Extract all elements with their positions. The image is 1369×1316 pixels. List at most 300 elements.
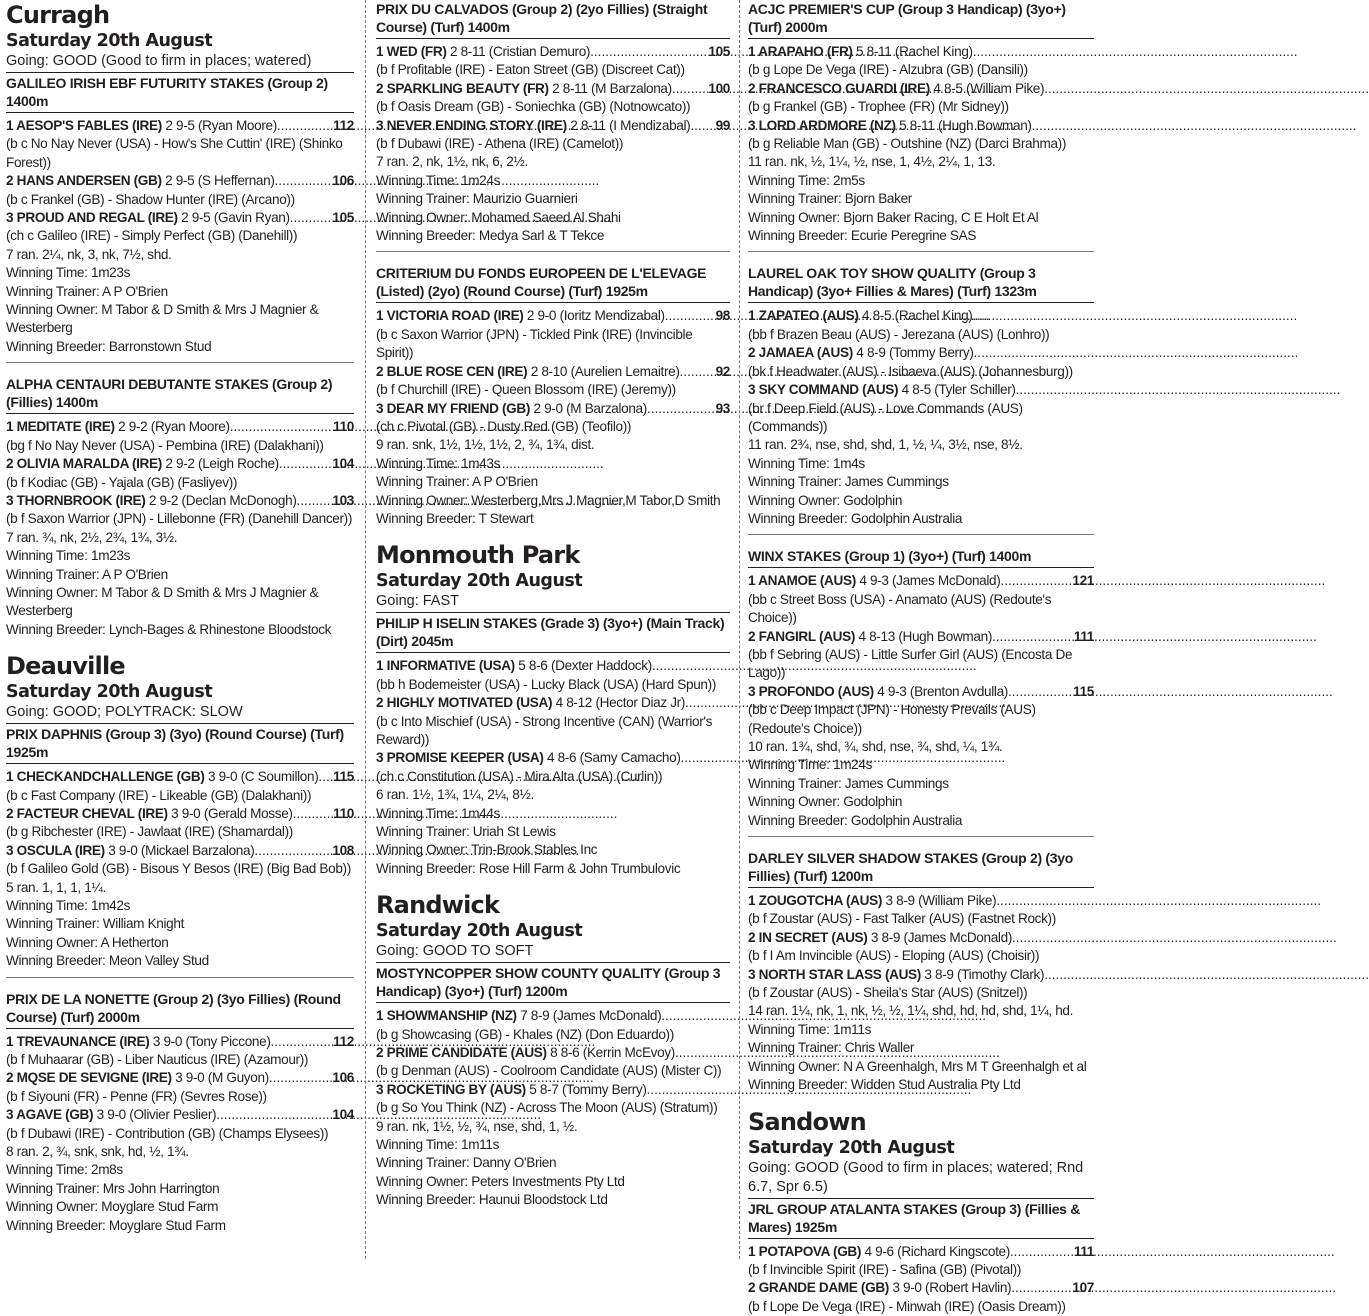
- race-margins: 11 ran. 2¾, nse, shd, shd, 1, ½, ¼, 3½, nse, 8½.: [748, 436, 1094, 454]
- breeding-line: (b g Denman (AUS) - Coolroom Candidate (AUS) (Mister C)): [376, 1062, 730, 1080]
- race-margins: 7 ran. ¾, nk, 2½, 2¾, 1¾, 3½.: [6, 529, 354, 547]
- runner-details: 4 9-3 (James McDonald): [856, 573, 1001, 588]
- leader-dots: [1008, 683, 1073, 701]
- race-breeder: Winning Breeder: Barronstown Stud: [6, 338, 354, 356]
- runner-line: [748, 572, 1094, 590]
- runner-details: 4 8-6 (Samy Camacho): [544, 750, 681, 765]
- horse-name: 1 ZOUGOTCHA (AUS): [748, 893, 882, 908]
- race-time: Winning Time: 1m42s: [6, 897, 354, 915]
- runner-details: 2 9-2 (Ryan Moore): [115, 419, 230, 434]
- runner-text: [376, 694, 685, 712]
- horse-name: 2 FRANCESCO GUARDI (IRE): [748, 81, 930, 96]
- rating: 100: [708, 80, 730, 98]
- race-time: Winning Time: 1m23s: [6, 547, 354, 565]
- horse-name: 2 PRIME CANDIDATE (AUS): [376, 1045, 547, 1060]
- race-breeder: Winning Breeder: Medya Sarl & T Tekce: [376, 227, 730, 245]
- runner-details: 2 8-10 (Aurelien Lemaitre): [527, 364, 679, 379]
- rating: 112: [333, 1033, 354, 1051]
- breeding-line: (b f Saxon Warrior (JPN) - Lillebonne (FR) (Danehill Dancer)): [6, 510, 354, 528]
- race-title: GALILEO IRISH EBF FUTURITY STAKES (Group 2) 1400m: [6, 74, 354, 113]
- race-result: [6, 990, 354, 1235]
- breeding-line: (b g Ribchester (IRE) - Jawlaat (IRE) (Shamardal)): [6, 823, 354, 841]
- column-2: [370, 0, 738, 1259]
- runner-text: [748, 80, 1044, 98]
- horse-name: 3 ROCKETING BY (AUS): [376, 1082, 526, 1097]
- breeding-line: (bb c Deep Impact (JPN) - Honesty Prevails (AUS) (Redoute's Choice)): [748, 701, 1094, 738]
- runner-details: 3 9-0 (M Guyon): [172, 1070, 269, 1085]
- breeding-line: (b f Oasis Dream (GB) - Soniechka (GB) (Notnowcato)): [376, 98, 730, 116]
- meeting-date: Saturday 20th August: [376, 920, 730, 942]
- breeding-line: (b f Dubawi (IRE) - Athena (IRE) (Camelot)): [376, 135, 730, 153]
- rating: 108: [332, 842, 354, 860]
- runner-text: [6, 209, 290, 227]
- column-1: [0, 0, 362, 1259]
- runner-text: [6, 768, 318, 786]
- leader-dots: [665, 307, 716, 325]
- runner-line: [376, 43, 730, 61]
- runner-text: [376, 307, 665, 325]
- runner-line: [6, 1106, 354, 1124]
- rating: 121: [1072, 572, 1094, 590]
- breeding-line: (b g Frankel (GB) - Trophee (FR) (Mr Sidney)): [748, 98, 1094, 116]
- leader-dots: [973, 43, 1094, 61]
- going-text: Going: GOOD (Good to firm in places; watered): [6, 52, 354, 73]
- breeding-line: (bb h Bodemeister (USA) - Lucky Black (USA) (Hard Spun)): [376, 676, 730, 694]
- runner-line: [748, 117, 1094, 135]
- runner-text: [748, 344, 974, 362]
- race-margins: 7 ran. 2¼, nk, 3, nk, 7½, shd.: [6, 246, 354, 264]
- runner-text: [6, 172, 275, 190]
- leader-dots: [216, 1106, 332, 1124]
- breeding-line: (b f Zoustar (AUS) - Sheila's Star (AUS) (Snitzel)): [748, 984, 1094, 1002]
- race-title: PRIX DE LA NONETTE (Group 2) (3yo Fillies) (Round Course) (Turf) 2000m: [6, 990, 354, 1029]
- runner-text: [748, 307, 972, 325]
- race-breeder: Winning Breeder: Godolphin Australia: [748, 510, 1094, 528]
- race-result: [376, 0, 730, 252]
- breeding-line: (b c Saxon Warrior (JPN) - Tickled Pink (IRE) (Invincible Spirit)): [376, 326, 730, 363]
- race-margins: 8 ran. 2, ¾, snk, snk, hd, ½, 1¾.: [6, 1143, 354, 1161]
- horse-name: 1 ZAPATEO (AUS): [748, 308, 859, 323]
- runner-line: [376, 117, 730, 135]
- horse-name: 3 THORNBROOK (IRE): [6, 493, 145, 508]
- runner-line: [748, 1243, 1094, 1261]
- horse-name: 3 AGAVE (GB): [6, 1107, 93, 1122]
- venue-title: Sandown: [748, 1107, 1094, 1137]
- runner-text: [376, 43, 590, 61]
- rating: 99: [716, 117, 730, 135]
- column-3: [742, 0, 1100, 1259]
- leader-dots: [681, 749, 731, 767]
- race-title: ALPHA CENTAURI DEBUTANTE STAKES (Group 2) (Fillies) 1400m: [6, 375, 354, 414]
- race-time: Winning Time: 1m23s: [6, 264, 354, 282]
- runner-line: [6, 492, 354, 510]
- leader-dots: [647, 400, 716, 418]
- race-result: [6, 725, 354, 977]
- horse-name: 3 PROFONDO (AUS): [748, 684, 874, 699]
- breeding-line: (bb f Brazen Beau (AUS) - Jerezana (AUS) (Lonhro)): [748, 326, 1094, 344]
- leader-dots: [590, 43, 708, 61]
- horse-name: 1 ARAPAHO (FR): [748, 44, 853, 59]
- leader-dots: [230, 418, 333, 436]
- leader-dots: [1032, 117, 1094, 135]
- runner-line: [6, 172, 354, 190]
- runner-details: 3 8-9 (William Pike): [882, 893, 996, 908]
- runner-text: [6, 117, 277, 135]
- race-margins: 10 ran. 1¾, shd, ¾, shd, nse, ¾, shd, ¼, 1¾.: [748, 738, 1094, 756]
- breeding-line: (b f Profitable (IRE) - Eaton Street (GB) (Discreet Cat)): [376, 61, 730, 79]
- leader-dots: [972, 307, 1094, 325]
- race-time: Winning Time: 1m4s: [748, 455, 1094, 473]
- breeding-line: (ch c Pivotal (GB) - Dusty Red (GB) (Teofilo)): [376, 418, 730, 436]
- breeding-line: (b f Churchill (IRE) - Queen Blossom (IRE) (Jeremy)): [376, 381, 730, 399]
- rating: 106: [332, 1069, 354, 1087]
- horse-name: 3 SKY COMMAND (AUS): [748, 382, 898, 397]
- rating: 111: [1074, 628, 1094, 646]
- race-result: [376, 614, 730, 878]
- race-title: ACJC PREMIER'S CUP (Group 3 Handicap) (3yo+) (Turf) 2000m: [748, 0, 1094, 39]
- runner-text: [376, 1007, 661, 1025]
- race-margins: 11 ran. nk, ½, 1¼, ½, nse, 1, 4½, 2¼, 1, 13.: [748, 153, 1094, 171]
- rating: 92: [716, 363, 730, 381]
- leader-dots: [293, 805, 334, 823]
- race-result: [6, 375, 354, 639]
- runner-text: [376, 117, 690, 135]
- runner-details: 3 9-0 (Gerald Mosse): [168, 806, 293, 821]
- meeting-date: Saturday 20th August: [748, 1137, 1094, 1159]
- race-title: WINX STAKES (Group 1) (3yo+) (Turf) 1400m: [748, 547, 1094, 568]
- runner-details: 4 8-12 (Hector Diaz Jr): [552, 695, 685, 710]
- runner-details: 5 8-7 (Tommy Berry): [526, 1082, 647, 1097]
- runner-line: [748, 80, 1094, 98]
- breeding-line: (b f Galileo Gold (GB) - Bisous Y Besos (IRE) (Big Bad Bob)): [6, 860, 354, 878]
- race-owner: Winning Owner: M Tabor & D Smith & Mrs J Magnier & Westerberg: [6, 584, 354, 621]
- rating: 104: [332, 1106, 354, 1124]
- horse-name: 3 LORD ARDMORE (NZ): [748, 118, 896, 133]
- breeding-line: (b c Frankel (GB) - Shadow Hunter (IRE) (Arcano)): [6, 191, 354, 209]
- runner-text: [376, 1044, 675, 1062]
- runner-text: [376, 657, 652, 675]
- venue-title: Deauville: [6, 651, 354, 681]
- leader-dots: [652, 657, 730, 675]
- race-result: [748, 1200, 1094, 1316]
- horse-name: 1 ANAMOE (AUS): [748, 573, 856, 588]
- runner-details: 2 8-11 (Cristian Demuro): [447, 44, 591, 59]
- horse-name: 3 DEAR MY FRIEND (GB): [376, 401, 530, 416]
- venue-title: Monmouth Park: [376, 540, 730, 570]
- race-margins: 5 ran. 1, 1, 1, 1¼.: [6, 879, 354, 897]
- runner-details: 2 8-11 (I Mendizabal): [567, 118, 691, 133]
- race-owner: Winning Owner: Moyglare Stud Farm: [6, 1198, 354, 1216]
- runner-text: [748, 892, 996, 910]
- leader-dots: [1011, 1279, 1072, 1297]
- runner-line: [376, 1007, 730, 1025]
- horse-name: 1 MEDITATE (IRE): [6, 419, 115, 434]
- leader-dots: [290, 209, 333, 227]
- runner-details: 8 8-6 (Kerrin McEvoy): [547, 1045, 675, 1060]
- breeding-line: (b g Reliable Man (GB) - Outshine (NZ) (Darci Brahma)): [748, 135, 1094, 153]
- runner-line: [748, 628, 1094, 646]
- horse-name: 3 PROUD AND REGAL (IRE): [6, 210, 178, 225]
- runner-details: 3 8-9 (Timothy Clark): [921, 967, 1044, 982]
- runner-text: [748, 628, 992, 646]
- race-result: [748, 849, 1094, 1094]
- race-title: PRIX DU CALVADOS (Group 2) (2yo Fillies) (Straight Course) (Turf) 1400m: [376, 0, 730, 39]
- race-breeder: Winning Breeder: Lynch-Bages & Rhinestone Bloodstock: [6, 621, 354, 639]
- race-time: Winning Time: 2m5s: [748, 172, 1094, 190]
- race-owner: Winning Owner: Bjorn Baker Racing, C E Holt Et Al: [748, 209, 1094, 227]
- runner-details: 4 8-13 (Hugh Bowman): [855, 629, 992, 644]
- horse-name: 2 BLUE ROSE CEN (IRE): [376, 364, 527, 379]
- runner-details: 2 9-5 (S Heffernan): [162, 173, 275, 188]
- runner-text: [376, 363, 680, 381]
- runner-line: [6, 1069, 354, 1087]
- horse-name: 1 VICTORIA ROAD (IRE): [376, 308, 523, 323]
- leader-dots: [690, 117, 715, 135]
- rating: 110: [333, 418, 354, 436]
- rating: 98: [716, 307, 730, 325]
- horse-name: 2 HANS ANDERSEN (GB): [6, 173, 162, 188]
- race-time: Winning Time: 1m44s: [376, 805, 730, 823]
- column-divider: [739, 0, 740, 1259]
- race-title: DARLEY SILVER SHADOW STAKES (Group 2) (3yo Fillies) (Turf) 1200m: [748, 849, 1094, 888]
- runner-details: 3 9-0 (C Soumillon): [205, 769, 319, 784]
- runner-text: [6, 1033, 271, 1051]
- runner-details: 4 8-5 (William Pike): [930, 81, 1044, 96]
- rating: 105: [708, 43, 730, 61]
- rating: 106: [332, 172, 354, 190]
- horse-name: 2 SPARKLING BEAUTY (FR): [376, 81, 549, 96]
- leader-dots: [1012, 929, 1094, 947]
- race-owner: Winning Owner: Mohamed Saeed Al Shahi: [376, 209, 730, 227]
- runner-line: [6, 842, 354, 860]
- runner-details: 2 9-0 (Ioritz Mendizabal): [523, 308, 664, 323]
- runner-details: 2 9-2 (Leigh Roche): [162, 456, 279, 471]
- runner-text: [6, 1069, 269, 1087]
- race-time: Winning Time: 1m11s: [748, 1021, 1094, 1039]
- runner-details: 4 9-3 (Brenton Avdulla): [874, 684, 1008, 699]
- runner-details: 5 8-11 (Rachel King): [853, 44, 973, 59]
- horse-name: 1 TREVAUNANCE (IRE): [6, 1034, 149, 1049]
- runner-text: [748, 43, 973, 61]
- meeting-header: [376, 890, 730, 963]
- horse-name: 2 IN SECRET (AUS): [748, 930, 867, 945]
- meeting-header: [6, 651, 354, 724]
- runner-text: [6, 455, 279, 473]
- breeding-line: (b g Lope De Vega (IRE) - Alzubra (GB) (Dansili)): [748, 61, 1094, 79]
- race-breeder: Winning Breeder: Rose Hill Farm & John Trumbulovic: [376, 860, 730, 878]
- meeting-date: Saturday 20th August: [6, 30, 354, 52]
- rating: 111: [1074, 1243, 1094, 1261]
- race-margins: 9 ran. nk, 1½, ½, ¾, nse, shd, 1, ½.: [376, 1118, 730, 1136]
- rating: 110: [333, 805, 354, 823]
- race-result: [376, 964, 730, 1209]
- meeting-date: Saturday 20th August: [6, 681, 354, 703]
- race-trainer: Winning Trainer: Danny O'Brien: [376, 1154, 730, 1172]
- race-time: Winning Time: 1m43s: [376, 455, 730, 473]
- leader-dots: [661, 1007, 730, 1025]
- runner-text: [748, 966, 1044, 984]
- leader-dots: [675, 1044, 730, 1062]
- leader-dots: [1000, 572, 1072, 590]
- race-owner: Winning Owner: M Tabor & D Smith & Mrs J Magnier & Westerberg: [6, 301, 354, 338]
- leader-dots: [269, 1069, 333, 1087]
- race-trainer: Winning Trainer: William Knight: [6, 915, 354, 933]
- breeding-line: (bg f No Nay Never (USA) - Pembina (IRE) (Dalakhani)): [6, 437, 354, 455]
- runner-line: [376, 1044, 730, 1062]
- runner-text: [376, 80, 672, 98]
- race-result: [6, 74, 354, 363]
- runner-details: 4 9-6 (Richard Kingscote): [861, 1244, 1010, 1259]
- breeding-line: (b f Muhaarar (GB) - Liber Nauticus (IRE) (Azamour)): [6, 1051, 354, 1069]
- leader-dots: [992, 628, 1074, 646]
- runner-details: 2 8-11 (M Barzalona): [549, 81, 672, 96]
- runner-line: [376, 307, 730, 325]
- horse-name: 1 POTAPOVA (GB): [748, 1244, 861, 1259]
- race-title: LAUREL OAK TOY SHOW QUALITY (Group 3 Handicap) (3yo+ Fillies & Mares) (Turf) 1323m: [748, 264, 1094, 303]
- runner-line: [376, 400, 730, 418]
- runner-details: 3 9-0 (Mickael Barzalona): [105, 843, 255, 858]
- rating: 115: [333, 768, 354, 786]
- rating: 103: [332, 492, 354, 510]
- runner-text: [748, 572, 1000, 590]
- leader-dots: [318, 768, 333, 786]
- breeding-line: (b f Kodiac (GB) - Yajala (GB) (Fasliyev)): [6, 474, 354, 492]
- race-trainer: Winning Trainer: A P O'Brien: [376, 473, 730, 491]
- breeding-line: (bk f Headwater (AUS) - Isibaeva (AUS) (Johannesburg)): [748, 363, 1094, 381]
- runner-details: 4 8-5 (Rachel King): [859, 308, 973, 323]
- runner-details: 4 8-5 (Tyler Schiller): [898, 382, 1015, 397]
- leader-dots: [271, 1033, 334, 1051]
- runner-line: [748, 43, 1094, 61]
- runner-details: 3 8-9 (James McDonald): [867, 930, 1012, 945]
- rating: 115: [1073, 683, 1094, 701]
- race-time: Winning Time: 1m24s: [376, 172, 730, 190]
- venue-title: Curragh: [6, 0, 354, 30]
- runner-line: [376, 749, 730, 767]
- race-trainer: Winning Trainer: Uriah St Lewis: [376, 823, 730, 841]
- runner-details: 7 8-9 (James McDonald): [517, 1008, 662, 1023]
- race-owner: Winning Owner: N A Greenhalgh, Mrs M T Greenhalgh et al: [748, 1058, 1094, 1076]
- leader-dots: [275, 172, 333, 190]
- runner-line: [6, 768, 354, 786]
- rating: 93: [716, 400, 730, 418]
- runner-text: [748, 929, 1012, 947]
- leader-dots: [672, 80, 709, 98]
- race-trainer: Winning Trainer: James Cummings: [748, 775, 1094, 793]
- leader-dots: [1044, 80, 1094, 98]
- runner-text: [6, 492, 297, 510]
- rating: 107: [1072, 1279, 1094, 1297]
- meeting-header: [6, 0, 354, 73]
- race-breeder: Winning Breeder: Haunui Bloodstock Ltd: [376, 1191, 730, 1209]
- race-time: Winning Time: 1m24s: [748, 756, 1094, 774]
- runner-text: [6, 805, 293, 823]
- race-trainer: Winning Trainer: Bjorn Baker: [748, 190, 1094, 208]
- race-trainer: Winning Trainer: James Cummings: [748, 473, 1094, 491]
- leader-dots: [647, 1081, 730, 1099]
- going-text: Going: GOOD; POLYTRACK: SLOW: [6, 703, 354, 724]
- race-margins: 7 ran. 2, nk, 1½, nk, 6, 2½.: [376, 153, 730, 171]
- runner-line: [748, 1279, 1094, 1297]
- race-breeder: Winning Breeder: Meon Valley Stud: [6, 952, 354, 970]
- runner-text: [376, 749, 681, 767]
- runner-line: [748, 381, 1094, 399]
- runner-line: [748, 892, 1094, 910]
- leader-dots: [1044, 966, 1094, 984]
- runner-details: 3 9-0 (Robert Havlin): [889, 1280, 1011, 1295]
- runner-line: [6, 209, 354, 227]
- leader-dots: [996, 892, 1094, 910]
- race-breeder: Winning Breeder: Godolphin Australia: [748, 812, 1094, 830]
- leader-dots: [680, 363, 716, 381]
- runner-details: 3 9-0 (Tony Piccone): [149, 1034, 270, 1049]
- runner-line: [748, 966, 1094, 984]
- leader-dots: [279, 455, 332, 473]
- breeding-line: (bb c Street Boss (USA) - Anamato (AUS) (Redoute's Choice)): [748, 591, 1094, 628]
- runner-line: [6, 455, 354, 473]
- leader-dots: [277, 117, 333, 135]
- meeting-date: Saturday 20th August: [376, 570, 730, 592]
- runner-line: [6, 1033, 354, 1051]
- runner-line: [376, 80, 730, 98]
- horse-name: 1 WED (FR): [376, 44, 447, 59]
- race-trainer: Winning Trainer: A P O'Brien: [6, 283, 354, 301]
- runner-line: [748, 683, 1094, 701]
- race-trainer: Winning Trainer: Chris Waller: [748, 1039, 1094, 1057]
- breeding-line: (b c No Nay Never (USA) - How's She Cuttin' (IRE) (Shinko Forest)): [6, 135, 354, 172]
- runner-details: 4 8-9 (Tommy Berry): [853, 345, 974, 360]
- breeding-line: (b g So You Think (NZ) - Across The Moon (AUS) (Stratum)): [376, 1099, 730, 1117]
- horse-name: 2 OLIVIA MARALDA (IRE): [6, 456, 162, 471]
- meeting-header: [376, 540, 730, 613]
- runner-text: [376, 400, 647, 418]
- horse-name: 1 SHOWMANSHIP (NZ): [376, 1008, 517, 1023]
- race-margins: 6 ran. 1½, 1¾, 1¼, 2¼, 8½.: [376, 786, 730, 804]
- rating: 105: [332, 209, 354, 227]
- breeding-line: (bb f Sebring (AUS) - Little Surfer Girl (AUS) (Encosta De Lago)): [748, 646, 1094, 683]
- race-breeder: Winning Breeder: Widden Stud Australia Pty Ltd: [748, 1076, 1094, 1094]
- race-trainer: Winning Trainer: A P O'Brien: [6, 566, 354, 584]
- horse-name: 1 AESOP'S FABLES (IRE): [6, 118, 162, 133]
- breeding-line: (b f I Am Invincible (AUS) - Eloping (AUS) (Choisir)): [748, 947, 1094, 965]
- meeting-header: [748, 1107, 1094, 1199]
- runner-line: [748, 929, 1094, 947]
- race-title: PHILIP H ISELIN STAKES (Grade 3) (3yo+) (Main Track) (Dirt) 2045m: [376, 614, 730, 653]
- race-result: [748, 0, 1094, 252]
- runner-text: [748, 1243, 1010, 1261]
- runner-line: [376, 657, 730, 675]
- horse-name: 2 MQSE DE SEVIGNE (IRE): [6, 1070, 172, 1085]
- going-text: Going: FAST: [376, 592, 730, 613]
- runner-text: [748, 1279, 1011, 1297]
- venue-title: Randwick: [376, 890, 730, 920]
- rating: 104: [332, 455, 354, 473]
- runner-details: 3 9-0 (Olivier Peslier): [93, 1107, 216, 1122]
- horse-name: 2 GRANDE DAME (GB): [748, 1280, 889, 1295]
- breeding-line: (b f Zoustar (AUS) - Fast Talker (AUS) (Fastnet Rock)): [748, 910, 1094, 928]
- horse-name: 3 NORTH STAR LASS (AUS): [748, 967, 921, 982]
- race-owner: Winning Owner: Westerberg,Mrs J Magnier,M Tabor,D Smith: [376, 492, 730, 510]
- breeding-line: (b f Invincible Spirit (IRE) - Safina (GB) (Pivotal)): [748, 1261, 1094, 1279]
- horse-name: 3 NEVER ENDING STORY (IRE): [376, 118, 567, 133]
- breeding-line: (b f Dubawi (IRE) - Contribution (GB) (Champs Elysees)): [6, 1125, 354, 1143]
- leader-dots: [1010, 1243, 1074, 1261]
- breeding-line: (ch c Constitution (USA) - Mira Alta (USA) (Curlin)): [376, 768, 730, 786]
- leader-dots: [685, 694, 730, 712]
- breeding-line: (b f Siyouni (FR) - Penne (FR) (Sevres Rose)): [6, 1088, 354, 1106]
- runner-text: [748, 117, 1032, 135]
- race-trainer: Winning Trainer: Maurizio Guarnieri: [376, 190, 730, 208]
